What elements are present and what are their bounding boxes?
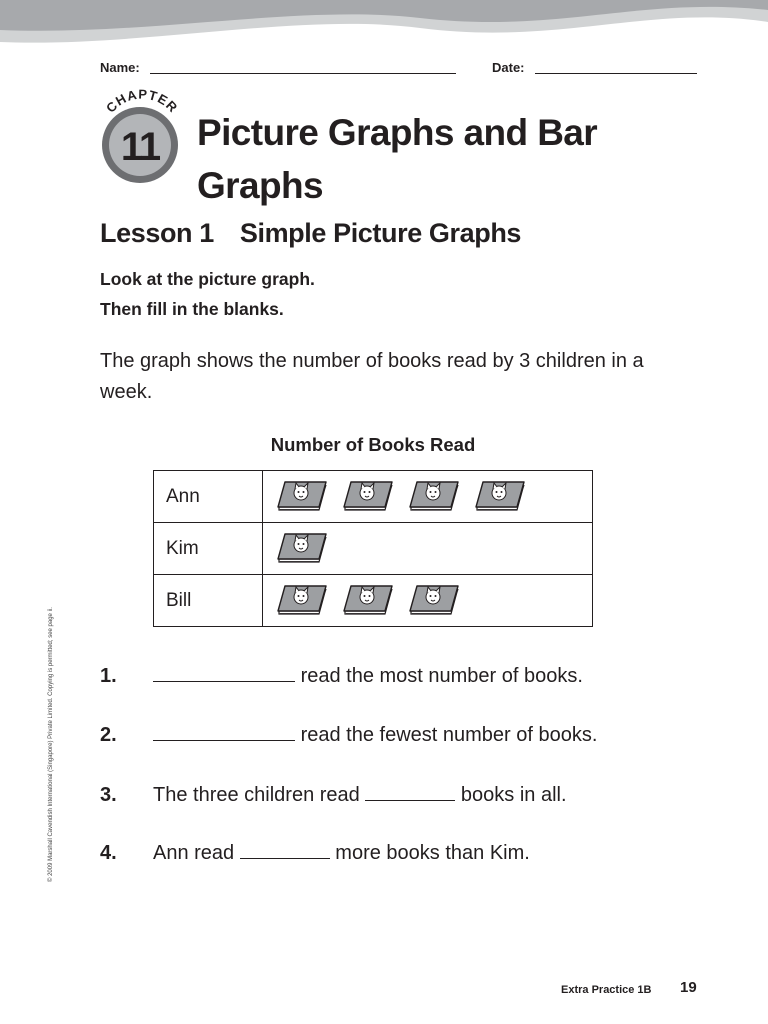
graph-row-label: Kim <box>154 523 263 575</box>
instruction-line: Look at the picture graph. <box>100 269 315 289</box>
graph-title: Number of Books Read <box>270 434 476 455</box>
intro-text: The graph shows the number of books read by 3 children in a week. <box>100 350 644 403</box>
question-text: read the fewest number of books. <box>300 724 598 746</box>
question-text: read the most number of books. <box>300 665 583 687</box>
graph-row-icons <box>263 523 593 575</box>
lesson-name: Simple Picture Graphs <box>239 218 522 248</box>
graph-row-icons <box>263 471 593 523</box>
page-number: 19 <box>680 979 697 996</box>
date-label: Date: <box>492 60 525 75</box>
question-text: Ann read <box>153 842 235 864</box>
graph-row-label: Ann <box>154 471 263 523</box>
chapter-badge <box>96 88 188 188</box>
instruction-line: Then fill in the blanks. <box>100 299 284 319</box>
header-wave-decoration <box>0 0 768 60</box>
book-icon <box>275 531 329 567</box>
chapter-word: CHAPTER <box>102 88 182 116</box>
question-text: more books than Kim. <box>335 842 530 864</box>
question-number: 3. <box>100 784 117 806</box>
graph-row <box>154 575 593 627</box>
lesson-label: Lesson 1 <box>100 218 214 248</box>
question-text: books in all. <box>460 784 567 806</box>
book-icon <box>275 583 329 619</box>
answer-blank-1[interactable] <box>153 680 295 682</box>
chapter-title: Picture Graphs and Bar Graphs <box>197 112 598 206</box>
graph-row <box>154 523 593 575</box>
name-label: Name: <box>100 60 140 75</box>
answer-blank-3[interactable] <box>365 799 455 801</box>
graph-row-icons <box>263 575 593 627</box>
question-number: 2. <box>100 724 117 746</box>
name-blank[interactable] <box>150 73 456 74</box>
date-blank[interactable] <box>535 73 697 74</box>
copyright-notice: © 2009 Marshall Cavendish International (Singapore) Private Limited. Copying is permitted; see page ii. <box>48 607 54 882</box>
book-icon <box>407 479 461 515</box>
book-icon <box>341 583 395 619</box>
lesson-title <box>100 218 521 249</box>
graph-row-label: Bill <box>154 575 263 627</box>
instructions <box>100 264 315 324</box>
chapter-number: 11 <box>120 125 160 169</box>
question-number: 4. <box>100 842 117 864</box>
question-text: The three children read <box>153 784 360 806</box>
book-icon <box>407 583 461 619</box>
graph-row <box>154 471 593 523</box>
book-icon <box>473 479 527 515</box>
book-icon <box>341 479 395 515</box>
footer-label: Extra Practice 1B <box>561 984 652 996</box>
answer-blank-2[interactable] <box>153 739 295 741</box>
book-icon <box>275 479 329 515</box>
question-number: 1. <box>100 665 117 687</box>
answer-blank-4[interactable] <box>240 857 330 859</box>
picture-graph <box>153 470 593 627</box>
